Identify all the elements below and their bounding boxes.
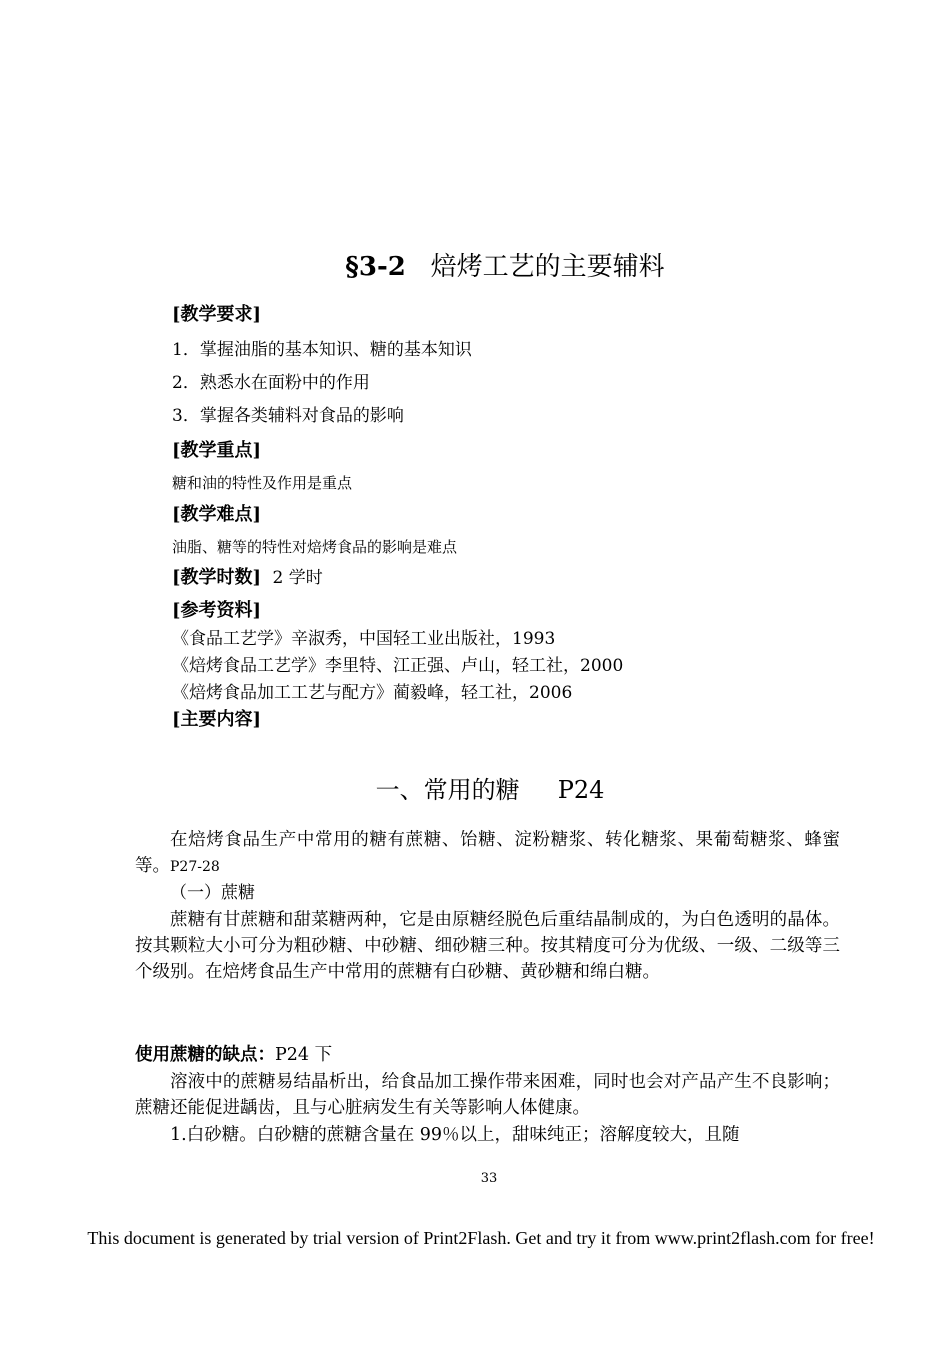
teaching-hours: [172, 565, 323, 591]
requirement-item-2: 2．熟悉水在面粉中的作用: [172, 373, 370, 393]
page-number: 33: [480, 1171, 498, 1186]
section-heading-text: 一、常用的糖: [375, 776, 520, 804]
reference-item-2: 《焙烤食品工艺学》李里特、江正强、卢山，轻工社，2000: [172, 656, 624, 676]
section-heading: [0, 774, 952, 806]
sucrose-paragraph: 蔗糖有甘蔗糖和甜菜糖两种，它是由原糖经脱色后重结晶制成的，为白色透明的晶体。按其颗粒大小可分为粗砂糖、中砂糖、细砂糖三种。按其精度可分为优级、一级、二级等三个级别。在焙烤食品生产中常用的蔗糖有白砂糖、黄砂糖和绵白糖。: [135, 910, 840, 982]
difficult-points-text: 油脂、糖等的特性对焙烤食品的影响是难点: [172, 538, 458, 556]
intro-paragraph-text: 在焙烤食品生产中常用的糖有蔗糖、饴糖、淀粉糖浆、转化糖浆、果葡萄糖浆、蜂蜜等。: [135, 830, 840, 876]
reference-item-1: 《食品工艺学》辛淑秀，中国轻工业出版社，1993: [172, 629, 556, 649]
subheading-sucrose: （一）蔗糖: [170, 883, 255, 903]
teaching-hours-value: 2 学时: [272, 568, 323, 588]
teaching-requirements-label: [教学要求]: [172, 304, 262, 325]
main-content-label: [主要内容]: [172, 709, 262, 730]
intro-paragraph: [135, 827, 840, 880]
requirement-item-1: 1．掌握油脂的基本知识、糖的基本知识: [172, 340, 472, 360]
requirement-item-3: 3．掌握各类辅料对食品的影响: [172, 406, 404, 426]
white-sugar-paragraph: 1.白砂糖。白砂糖的蔗糖含量在 99％以上，甜味纯正；溶解度较大，且随: [170, 1125, 740, 1145]
section-title-text: 焙烤工艺的主要辅料: [430, 252, 665, 282]
key-points-text: 糖和油的特性及作用是重点: [172, 474, 353, 492]
teaching-hours-label: [教学时数]: [172, 567, 262, 588]
drawbacks-paragraph: 溶液中的蔗糖易结晶析出，给食品加工操作带来困难，同时也会对产品产生不良影响；蔗糖还能促进龋齿，且与心脏病发生有关等影响人体健康。: [135, 1072, 840, 1118]
intro-paragraph-ref: P27-28: [170, 859, 220, 875]
drawbacks-ref: P24 下: [275, 1045, 333, 1065]
drawbacks-line: [135, 1042, 332, 1068]
difficult-points-label: [教学难点]: [172, 504, 262, 525]
reference-item-3: 《焙烤食品加工工艺与配方》蔺毅峰，轻工社，2006: [172, 683, 573, 703]
drawbacks-label: 使用蔗糖的缺点：: [135, 1045, 275, 1065]
section-heading-page-ref: P24: [557, 776, 605, 804]
trial-footer-notice: This document is generated by trial version of Print2Flash. Get and try it from www.print2flash.com for free!: [87, 1228, 875, 1248]
section-title: [0, 250, 952, 284]
key-points-label: [教学重点]: [172, 440, 262, 461]
section-number: §3-2: [345, 252, 406, 282]
references-label: [参考资料]: [172, 600, 262, 621]
